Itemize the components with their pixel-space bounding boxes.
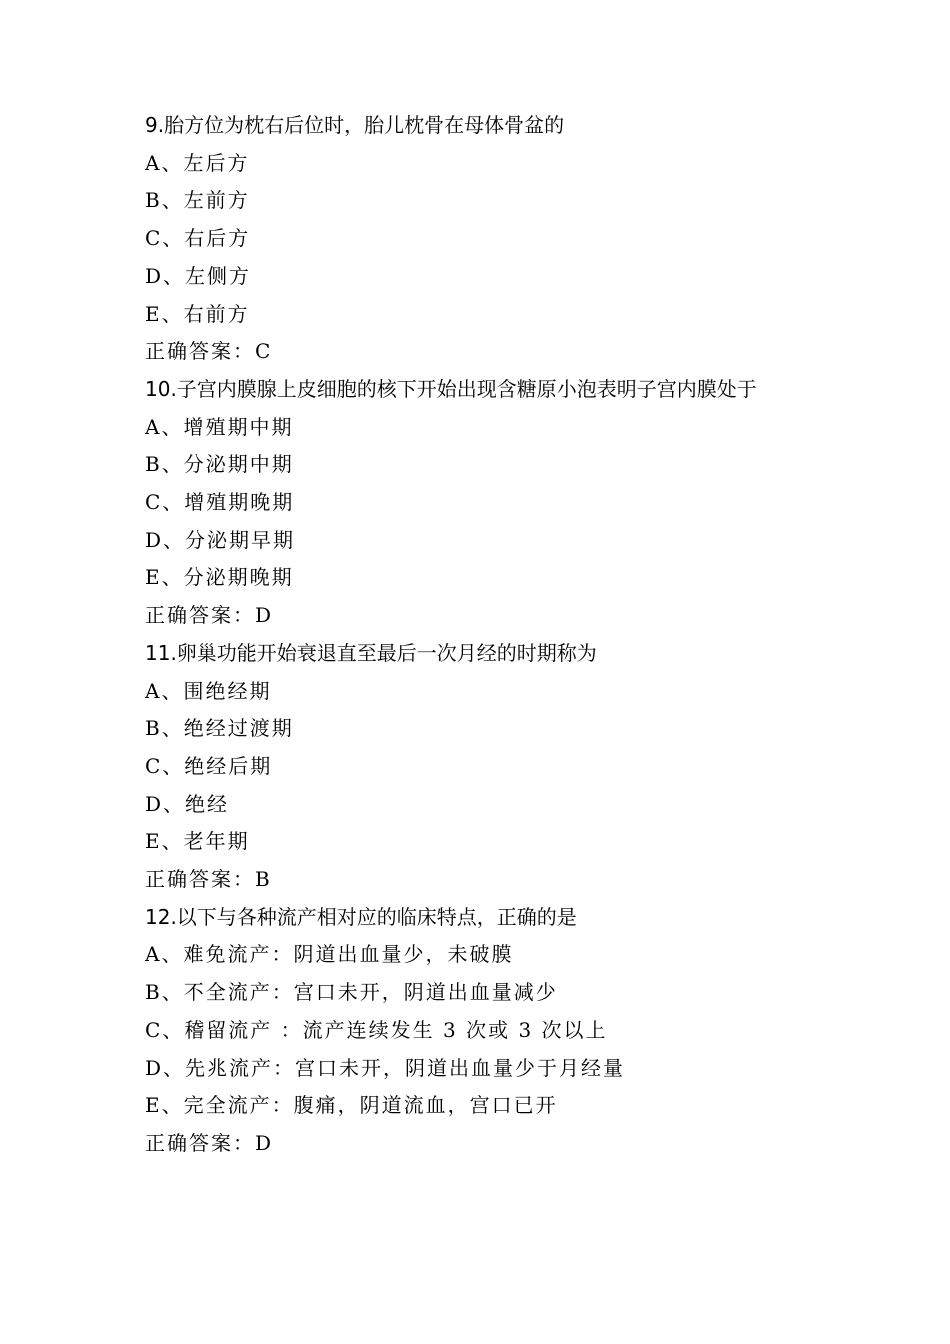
question-9 xyxy=(145,107,835,371)
option-a: A、左后方 xyxy=(145,150,250,175)
option-e: E、完全流产：腹痛，阴道流血，宫口已开 xyxy=(145,1093,558,1118)
option-a: A、增殖期中期 xyxy=(145,414,294,439)
option-e: E、老年期 xyxy=(145,829,250,854)
option-d: D、左侧方 xyxy=(145,263,252,288)
option-b: B、分泌期中期 xyxy=(145,452,294,477)
question-10 xyxy=(145,371,835,635)
correct-answer: 正确答案：C xyxy=(145,339,273,364)
option-e: E、右前方 xyxy=(145,301,250,326)
option-e: E、分泌期晚期 xyxy=(145,565,294,590)
option-d: D、绝经 xyxy=(145,791,230,816)
question-title: 9.胎方位为枕右后位时，胎儿枕骨在母体骨盆的 xyxy=(145,113,565,137)
correct-answer: 正确答案：D xyxy=(145,603,274,628)
option-a: A、围绝经期 xyxy=(145,678,272,703)
question-11 xyxy=(145,635,835,899)
question-12 xyxy=(145,899,835,1163)
question-title: 11.卵巢功能开始衰退直至最后一次月经的时期称为 xyxy=(145,640,597,665)
option-b: B、不全流产：宫口未开，阴道出血量减少 xyxy=(145,980,558,1005)
option-b: B、左前方 xyxy=(145,188,250,213)
option-c: C、绝经后期 xyxy=(145,753,273,778)
option-c: C、稽留流产 ：流产连续发生 3 次或 3 次以上 xyxy=(145,1017,608,1042)
question-title: 12.以下与各种流产相对应的临床特点，正确的是 xyxy=(145,904,577,929)
option-b: B、绝经过渡期 xyxy=(145,716,294,741)
option-c: C、增殖期晚期 xyxy=(145,490,295,515)
option-d: D、先兆流产：宫口未开，阴道出血量少于月经量 xyxy=(145,1055,626,1080)
option-c: C、右后方 xyxy=(145,226,251,251)
option-a: A、难免流产：阴道出血量少，未破膜 xyxy=(145,942,514,967)
question-title: 10.子宫内膜腺上皮细胞的核下开始出现含糖原小泡表明子宫内膜处于 xyxy=(145,376,757,401)
option-d: D、分泌期早期 xyxy=(145,527,296,552)
correct-answer: 正确答案：B xyxy=(145,867,272,892)
correct-answer: 正确答案：D xyxy=(145,1130,274,1155)
document-page xyxy=(145,107,835,1163)
